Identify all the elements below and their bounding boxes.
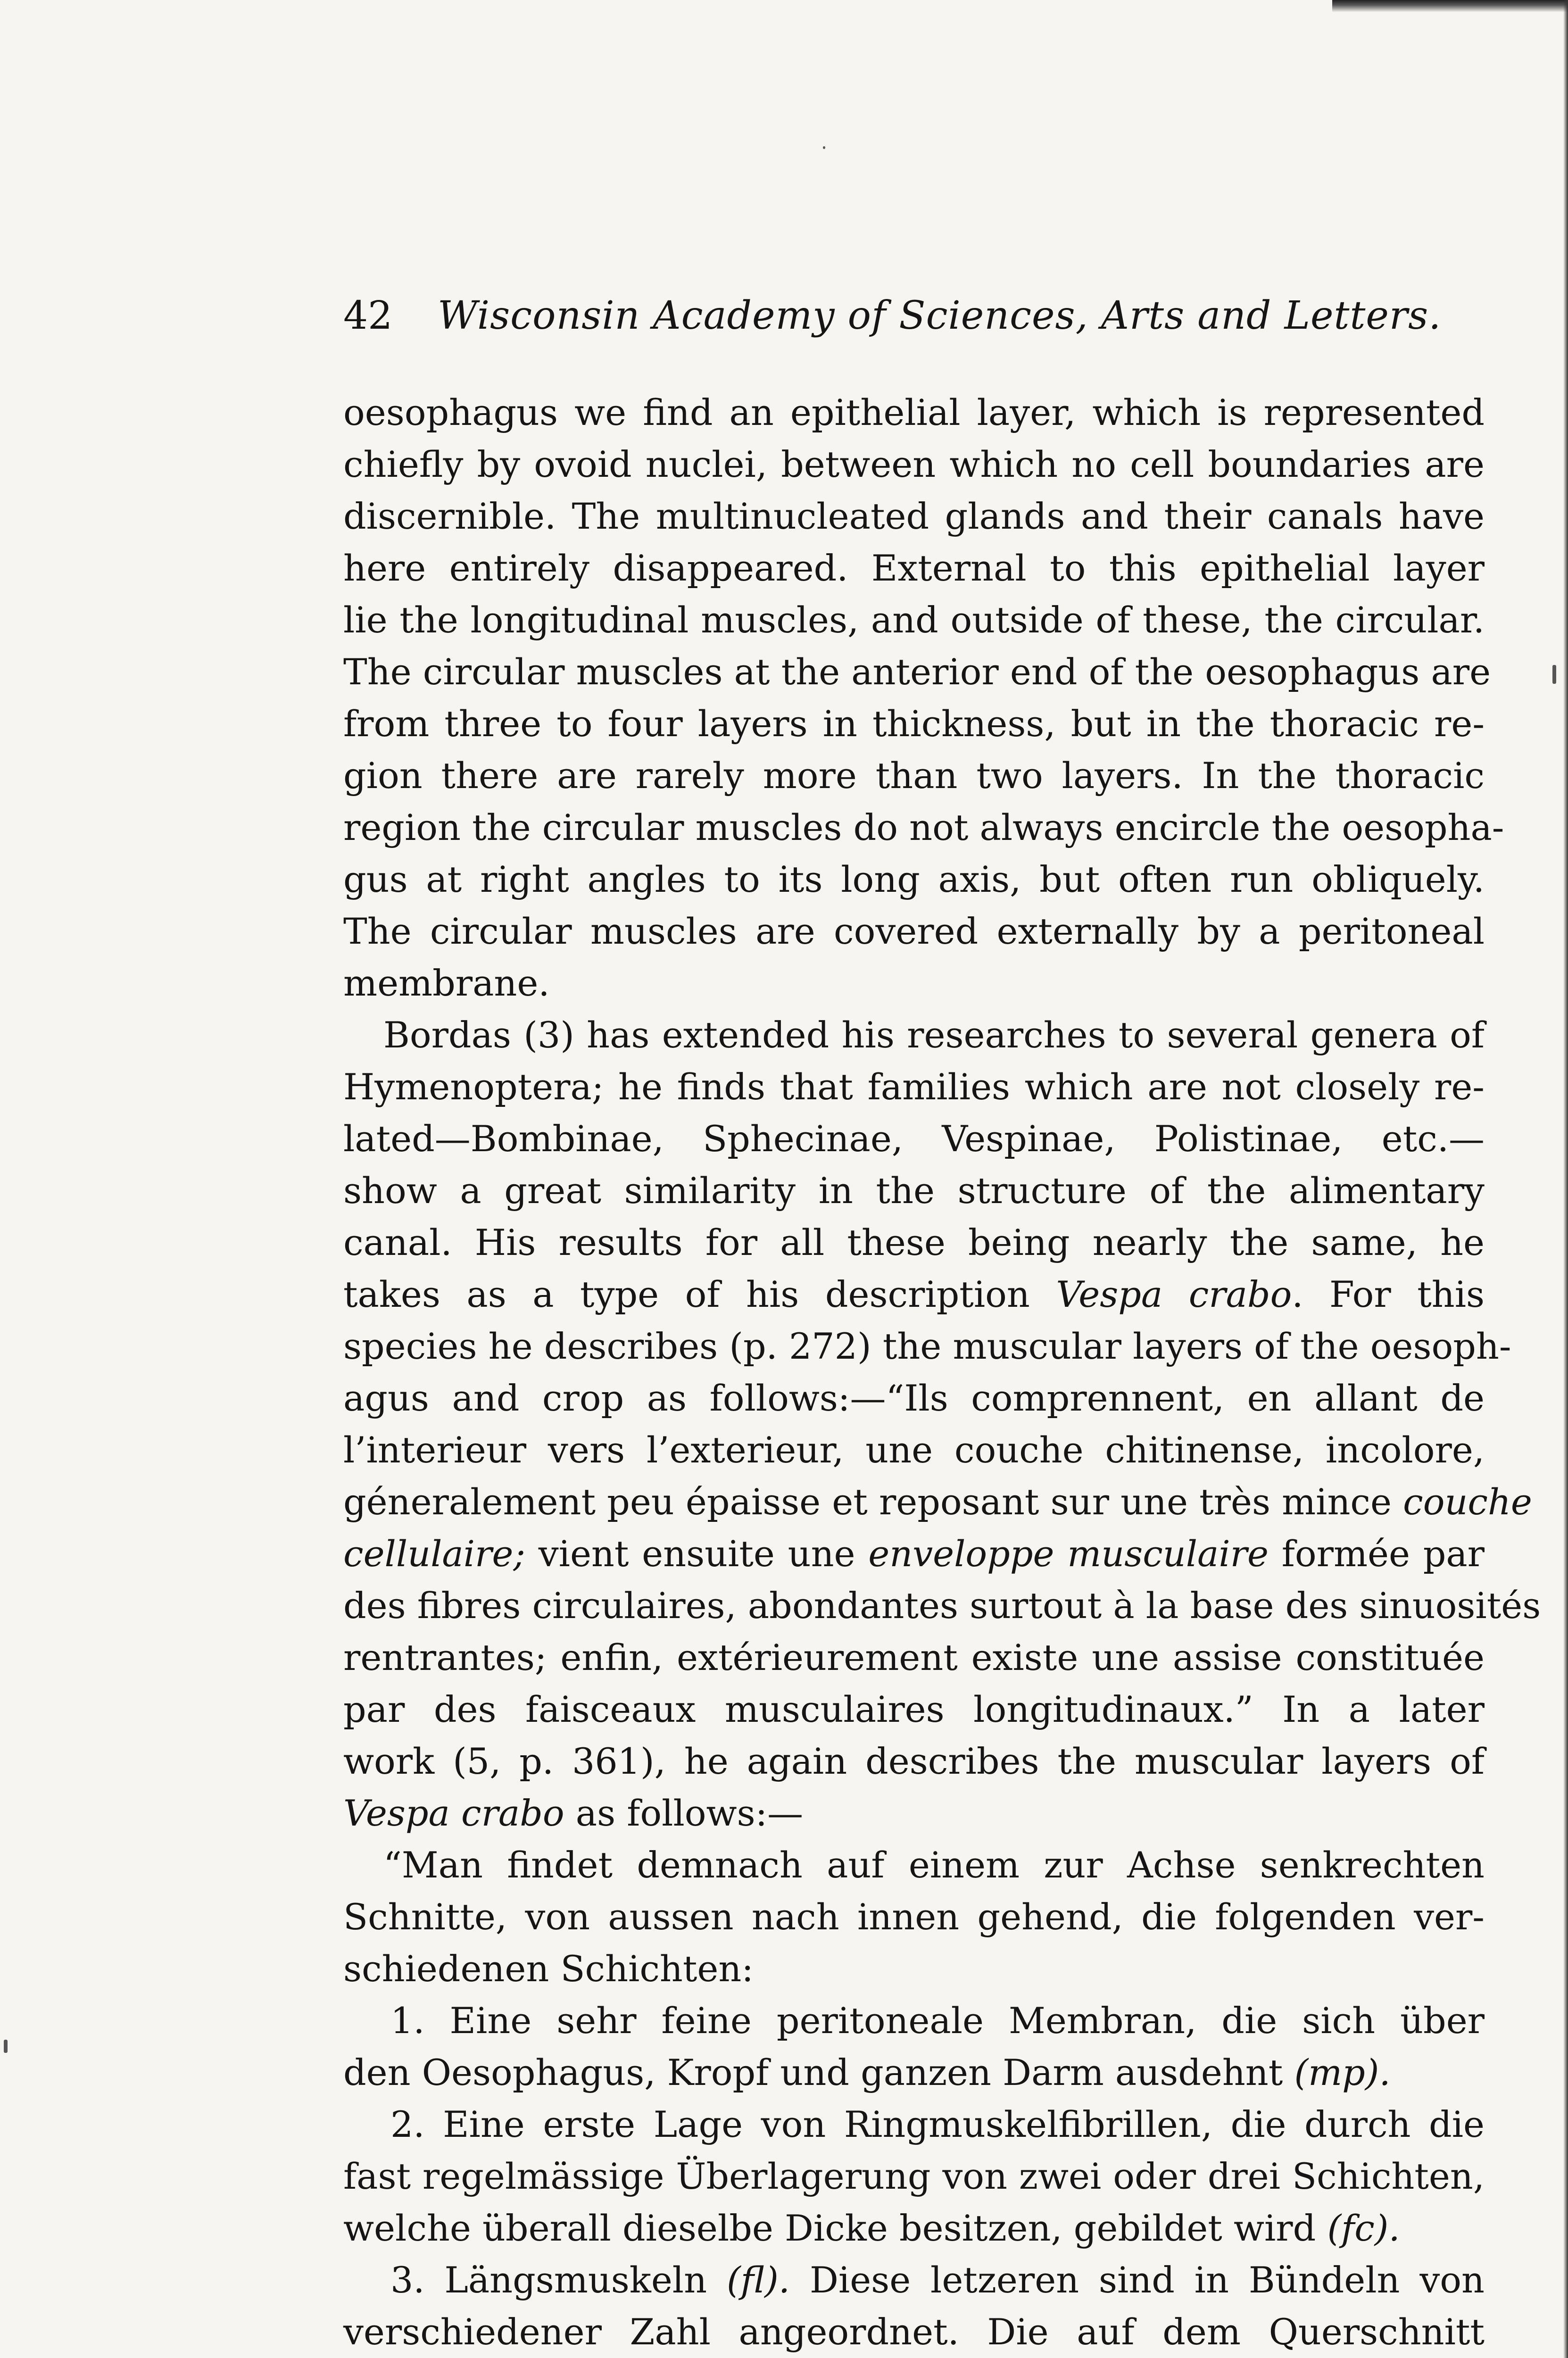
text-line: gion there are rarely more than two layers. In the thoracic xyxy=(343,755,1485,797)
text-line: membrane. xyxy=(343,962,550,1004)
figure-label: (mp). xyxy=(1294,2051,1391,2093)
text-segment: vient ensuite une xyxy=(538,1533,855,1575)
text-line xyxy=(343,2202,1485,2254)
text-line: oesophagus we find an epithelial layer, which is represented xyxy=(343,391,1485,433)
text-line: gus at right angles to its long axis, but often run obliquely. xyxy=(343,858,1485,900)
text-line: Hymenoptera; he finds that families which are not closely re- xyxy=(343,1066,1485,1108)
text-line: chiefly by ovoid nuclei, between which no cell boundaries are xyxy=(343,443,1485,485)
text-line: lated—Bombinae, Sphecinae, Vespinae, Polistinae, etc.— xyxy=(343,1118,1485,1160)
text-line: Schnitte, von aussen nach innen gehend, die folgenden ver- xyxy=(343,1896,1485,1938)
text-segment: Diese letzeren sind in Bündeln von xyxy=(809,2259,1485,2301)
text-line xyxy=(343,1528,1485,1580)
text-line: species he describes (p. 272) the muscular layers of the oesoph- xyxy=(343,1325,1511,1367)
text-line xyxy=(343,1787,1485,1839)
italic-term: couche xyxy=(1403,1481,1532,1523)
scan-speck xyxy=(823,146,825,149)
text-line: Bordas (3) has extended his researches to several genera of xyxy=(383,1014,1485,1056)
text-line: discernible. The multinucleated glands and their canals have xyxy=(343,495,1485,537)
text-line: The circular muscles at the anterior end of the oesophagus are xyxy=(343,651,1491,693)
text-line: work (5, p. 361), he again describes the muscular layers of xyxy=(343,1740,1485,1782)
text-segment: takes as a type of his description xyxy=(343,1273,1030,1315)
text-line: “Man findet demnach auf einem zur Achse senkrechten xyxy=(383,1844,1485,1886)
page-number: 42 xyxy=(343,293,393,338)
text-segment: . For this xyxy=(1292,1273,1485,1315)
text-line: agus and crop as follows:—“Ils comprennent, en allant de xyxy=(343,1377,1485,1419)
text-line: lie the longitudinal muscles, and outside of these, the circular. xyxy=(343,599,1485,641)
text-segment: den Oesophagus, Kropf und ganzen Darm ausdehnt xyxy=(343,2051,1283,2093)
text-line: canal. His results for all these being nearly the same, he xyxy=(343,1221,1485,1263)
text-line: show a great similarity in the structure of the alimentary xyxy=(343,1170,1485,1212)
italic-term: enveloppe musculaire xyxy=(868,1533,1269,1575)
scan-speck xyxy=(1552,665,1556,684)
text-line: schiedenen Schichten: xyxy=(343,1948,754,1990)
text-line: verschiedener Zahl angeordnet. Die auf dem Querschnitt xyxy=(343,2311,1485,2353)
text-line: region the circular muscles do not always encircle the oesopha- xyxy=(343,806,1504,848)
species-name: Vespa crabo xyxy=(343,1792,564,1834)
text-line: par des faisceaux musculaires longitudinaux.” In a later xyxy=(343,1688,1485,1730)
text-segment: géneralement peu épaisse et reposant sur une très mince xyxy=(343,1481,1392,1523)
italic-term: cellulaire; xyxy=(343,1533,525,1575)
text-line: here entirely disappeared. External to this epithelial layer xyxy=(343,547,1485,589)
species-name: Vespa crabo xyxy=(1056,1273,1292,1315)
text-line xyxy=(343,1476,1532,1528)
body-text xyxy=(343,387,1541,2358)
running-title: Wisconsin Academy of Sciences, Arts and Letters. xyxy=(438,293,1442,338)
text-segment: as follows:— xyxy=(575,1792,804,1834)
text-line: fast regelmässige Überlagerung von zwei oder drei Schichten, xyxy=(343,2155,1485,2197)
text-line xyxy=(343,1269,1485,1320)
text-line: l’interieur vers l’exterieur, une couche chitinense, incolore, xyxy=(343,1429,1485,1471)
scan-right-edge xyxy=(1563,0,1568,2358)
text-line: 2. Eine erste Lage von Ringmuskelfibrillen, die durch die xyxy=(390,2103,1485,2145)
figure-label: (fl). xyxy=(726,2259,790,2301)
text-line: des fibres circulaires, abondantes surtout à la base des sinuosités xyxy=(343,1585,1541,1627)
text-line xyxy=(343,2047,1485,2099)
text-line: 1. Eine sehr feine peritoneale Membran, die sich über xyxy=(390,2000,1485,2042)
text-segment: welche überall dieselbe Dicke besitzen, gebildet wird xyxy=(343,2207,1316,2249)
scan-speck xyxy=(4,2040,8,2053)
text-segment: 3. Längsmuskeln xyxy=(390,2259,707,2301)
running-header xyxy=(343,288,1485,344)
text-segment: formée par xyxy=(1281,1533,1485,1575)
scan-top-edge xyxy=(1332,0,1568,12)
text-line: The circular muscles are covered externally by a peritoneal xyxy=(343,910,1485,952)
figure-label: (fc). xyxy=(1327,2207,1400,2249)
text-line xyxy=(343,2254,1485,2306)
text-line: from three to four layers in thickness, but in the thoracic re- xyxy=(343,703,1485,745)
text-line: rentrantes; enfin, extérieurement existe une assise constituée xyxy=(343,1636,1485,1678)
